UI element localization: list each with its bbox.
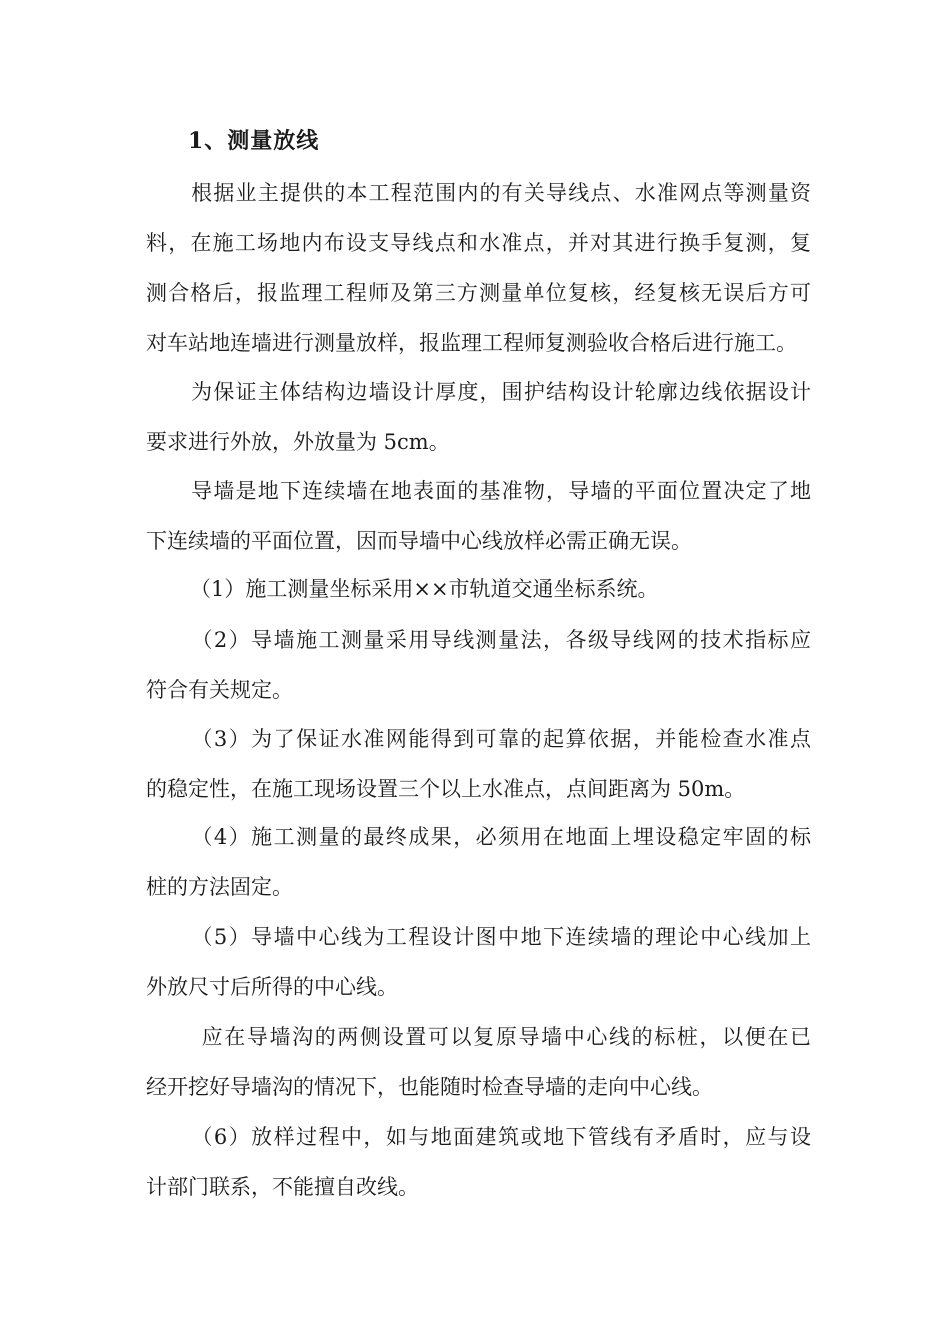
- paragraph-guide-wall: [146, 466, 811, 566]
- paragraph-stakes: [146, 1012, 811, 1112]
- paragraph-line: 根据业主提供的本工程范围内的有关导线点、水准网点等测量资: [190, 181, 811, 205]
- paragraph-line: （6）放样过程中，如与地面建筑或地下管线有矛盾时，应与设: [190, 1125, 811, 1149]
- paragraph-line: （5）导墙中心线为工程设计图中地下连续墙的理论中心线加上: [190, 925, 811, 949]
- paragraph-line: （3）为了保证水准网能得到可靠的起算依据，并能检查水准点: [190, 727, 811, 751]
- list-item-4: [146, 812, 811, 912]
- paragraph-line: 经开挖好导墙沟的情况下，也能随时检查导墙的走向中心线。: [146, 1075, 713, 1099]
- paragraph-line: 应在导墙沟的两侧设置可以复原导墙中心线的标桩，以便在已: [200, 1025, 811, 1049]
- list-item-1: [146, 564, 811, 614]
- paragraph-line: 桩的方法固定。: [146, 875, 293, 899]
- paragraph-survey-control: [146, 168, 811, 368]
- paragraph-line: （4）施工测量的最终成果，必须用在地面上埋设稳定牢固的标: [190, 825, 811, 849]
- paragraph-line: 导墙是地下连续墙在地表面的基准物，导墙的平面位置决定了地: [190, 479, 811, 503]
- paragraph-line: 要求进行外放，外放量为 5cm。: [146, 430, 450, 454]
- paragraph-line: 料，在施工场地内布设支导线点和水准点，并对其进行换手复测，复: [146, 231, 811, 255]
- paragraph-line: 测合格后，报监理工程师及第三方测量单位复核，经复核无误后方可: [146, 281, 811, 305]
- paragraph-line: 的稳定性，在施工现场设置三个以上水准点，点间距离为 50m。: [146, 777, 746, 801]
- list-item-2: [146, 615, 811, 715]
- paragraph-line: （1）施工测量坐标采用××市轨道交通坐标系统。: [190, 577, 659, 601]
- list-item-5: [146, 912, 811, 1012]
- paragraph-line: 符合有关规定。: [146, 678, 293, 702]
- list-item-3: [146, 714, 811, 814]
- paragraph-wall-thickness: [146, 367, 811, 467]
- paragraph-line: 计部门联系，不能擅自改线。: [146, 1175, 419, 1199]
- list-item-6: [146, 1112, 811, 1212]
- paragraph-line: （2）导墙施工测量采用导线测量法，各级导线网的技术指标应: [190, 628, 811, 652]
- paragraph-line: 为保证主体结构边墙设计厚度，围护结构设计轮廓边线依据设计: [190, 380, 811, 404]
- section-heading: 1、测量放线: [188, 128, 320, 154]
- paragraph-line: 下连续墙的平面位置，因而导墙中心线放样必需正确无误。: [146, 529, 692, 553]
- paragraph-line: 外放尺寸后所得的中心线。: [146, 975, 398, 999]
- paragraph-line: 对车站地连墙进行测量放样，报监理工程师复测验收合格后进行施工。: [146, 331, 797, 355]
